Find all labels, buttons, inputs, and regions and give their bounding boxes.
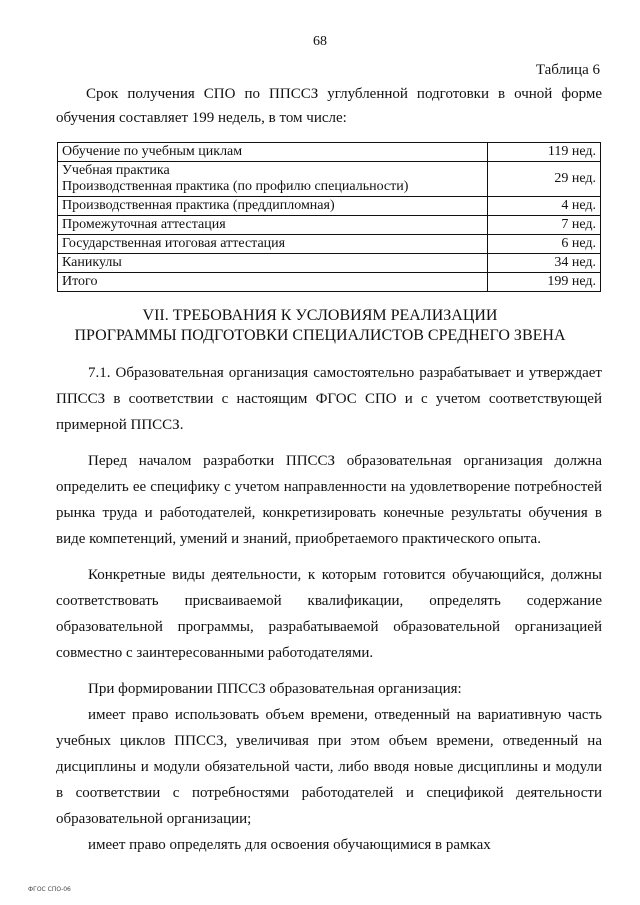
paragraph: Конкретные виды деятельности, к которым готовится обучающийся, должны соответствовать присваиваемой квалификации, определять содержание образовательной программы, разрабатываемой образовательной организацией совместно с заинтересованными работодателями. — [56, 567, 602, 661]
row-label — [58, 162, 488, 197]
row-label-line: Производственная практика (по профилю специальности) — [62, 179, 409, 194]
table-row — [58, 162, 601, 197]
row-label: Обучение по учебным циклам — [58, 143, 488, 162]
row-value: 199 нед. — [488, 273, 601, 292]
table-row — [58, 254, 601, 273]
table-caption: Таблица 6 — [535, 62, 600, 78]
intro-line-1: Срок получения СПО по ППССЗ углубленной подготовки в очной форме — [86, 86, 602, 102]
body-text — [56, 360, 602, 858]
paragraph: имеет право использовать объем времени, отведенный на вариативную часть учебных циклов ППССЗ, увеличивая при этом объем времени, отведенный на дисциплины и модули обязательной части, либо вводя новые дисциплины и модули в соответствии с потребностями работодателей и спецификой деятельности образовательной организации; — [56, 707, 602, 827]
row-label-line: Учебная практика — [62, 163, 170, 178]
table-row — [58, 235, 601, 254]
row-label: Промежуточная аттестация — [58, 216, 488, 235]
row-value: 6 нед. — [488, 235, 601, 254]
row-label: Производственная практика (преддипломная) — [58, 197, 488, 216]
table-row — [58, 143, 601, 162]
section-heading-line-1: VII. ТРЕБОВАНИЯ К УСЛОВИЯМ РЕАЛИЗАЦИИ — [142, 307, 498, 324]
table-row — [58, 197, 601, 216]
row-value: 7 нед. — [488, 216, 601, 235]
paragraph: 7.1. Образовательная организация самостоятельно разрабатывает и утверждает ППССЗ в соответствии с настоящим ФГОС СПО и с учетом соответствующей примерной ППССЗ. — [56, 365, 602, 433]
footer-code: ФГОС СПО-06 — [28, 886, 71, 893]
table-row — [58, 273, 601, 292]
row-value: 4 нед. — [488, 197, 601, 216]
intro-paragraph — [56, 82, 602, 130]
section-heading — [0, 306, 640, 346]
paragraph: При формировании ППССЗ образовательная организация: — [88, 681, 462, 697]
paragraph: Перед началом разработки ППССЗ образовательная организация должна определить ее специфику с учетом направленности на удовлетворение потребностей рынка труда и работодателей, конкретизировать конечные результаты обучения в виде компетенций, умений и знаний, приобретаемого практического опыта. — [56, 453, 602, 547]
section-heading-line-2: ПРОГРАММЫ ПОДГОТОВКИ СПЕЦИАЛИСТОВ СРЕДНЕГО ЗВЕНА — [74, 327, 566, 344]
row-label: Итого — [58, 273, 488, 292]
study-schedule-table — [57, 142, 601, 292]
intro-line-2: обучения составляет 199 недель, в том числе: — [56, 110, 347, 126]
row-value: 29 нед. — [488, 162, 601, 197]
row-label: Государственная итоговая аттестация — [58, 235, 488, 254]
row-value: 34 нед. — [488, 254, 601, 273]
row-label: Каникулы — [58, 254, 488, 273]
page-number: 68 — [313, 34, 327, 49]
table-row — [58, 216, 601, 235]
paragraph: имеет право определять для освоения обучающимися в рамках — [88, 837, 491, 853]
row-value: 119 нед. — [488, 143, 601, 162]
